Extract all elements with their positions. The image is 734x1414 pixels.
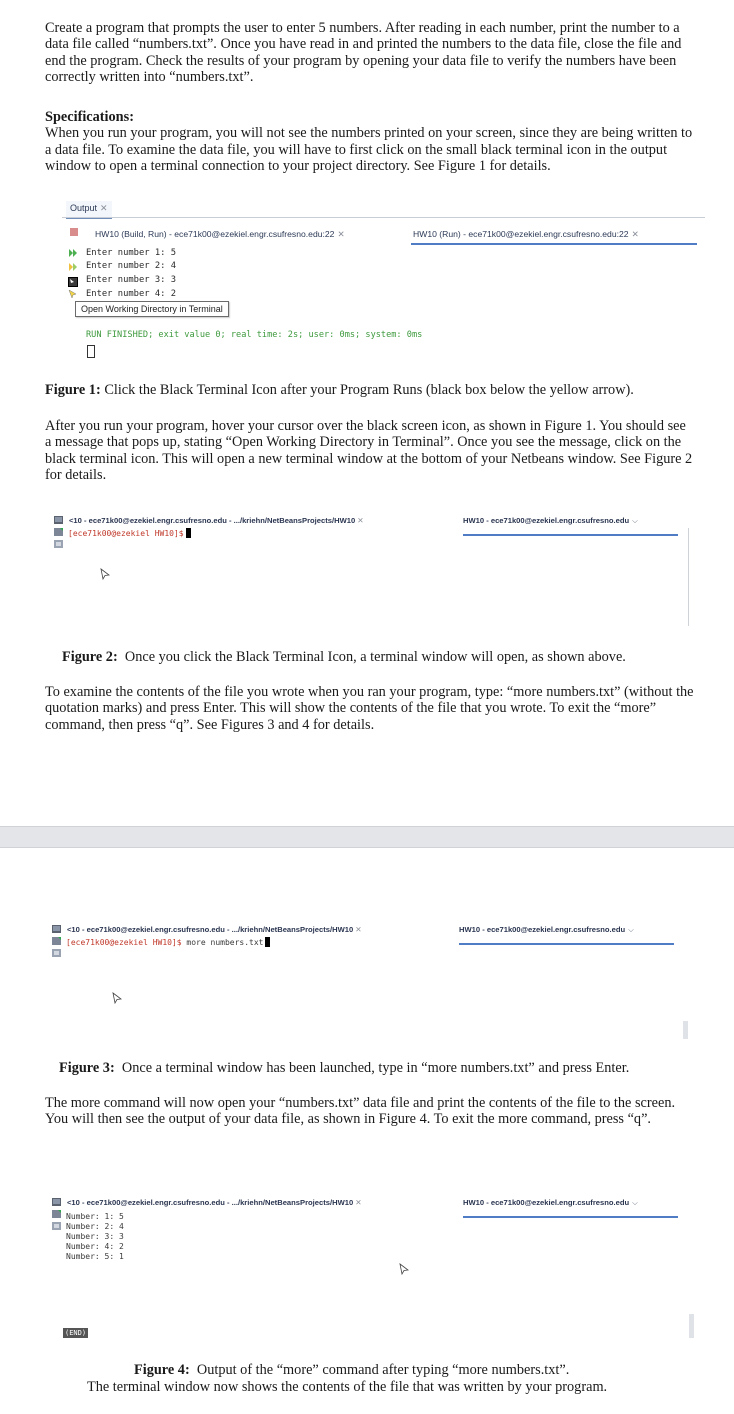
terminal-command-line: [ece71k00@ezekiel HW10]$ more numbers.txt: [66, 937, 270, 947]
output-line: Enter number 2: 4: [86, 261, 177, 271]
terminal-tab-hw10[interactable]: HW10 - ece71k00@ezekiel.engr.csufresno.edu ⌵: [463, 516, 638, 525]
new-tab-icon[interactable]: [54, 528, 63, 536]
chevron-down-icon[interactable]: ⌵: [628, 925, 634, 934]
paragraph-after-figure-1: After you run your program, hover your cursor over the black screen icon, as shown in Figure 1. You should see a message that pops up, stating “Open Working Directory in Terminal”. Once you see the message, click on the black terminal icon. This will open a new terminal window at the bottom of your Netbeans window. See Figure 2 for details.: [45, 418, 693, 484]
mouse-pointer-icon: [100, 568, 110, 580]
figure-2-terminal[interactable]: [51, 514, 691, 626]
output-tab[interactable]: Output ✕: [66, 201, 112, 219]
paragraph-after-figure-3: The more command will now open your “numbers.txt” data file and print the contents of the file to the screen. You will then see the output of your data file, as shown in Figure 4. To exit the more command, press “q”.: [45, 1095, 676, 1128]
run-finished-message: RUN FINISHED; exit value 0; real time: 2s; user: 0ms; system: 0ms: [86, 330, 423, 340]
specifications-heading: Specifications:: [45, 109, 134, 125]
end-marker: (END): [65, 1329, 87, 1337]
run-tab-run[interactable]: HW10 (Run) - ece71k00@ezekiel.engr.csufresno.edu:22 ✕: [413, 229, 639, 239]
rerun-icon[interactable]: [68, 248, 78, 258]
terminal-prompt-line: [ece71k00@ezekiel HW10]$: [68, 528, 191, 538]
output-line: Number: 3: 3: [66, 1232, 124, 1241]
figure-2-caption: Figure 2: Once you click the Black Terminal Icon, a terminal window will open, as shown above.: [62, 649, 626, 665]
new-tab-icon[interactable]: [52, 937, 61, 945]
intro-paragraph: Create a program that prompts the user to enter 5 numbers. After reading in each number, print the number to a data file called “numbers.txt”. Once you have read in and printed the numbers to the data file, close the file and end the program. Check the results of your program by opening your data file to verify the numbers have been correctly written into “numbers.txt”.: [45, 20, 682, 86]
close-icon[interactable]: ✕: [355, 1198, 362, 1207]
terminal-icon[interactable]: [52, 925, 61, 933]
disconnect-icon[interactable]: [54, 540, 63, 548]
output-line: Number: 4: 2: [66, 1242, 124, 1251]
close-icon[interactable]: ✕: [100, 203, 108, 213]
terminal-tab-active[interactable]: <10 - ece71k00@ezekiel.engr.csufresno.edu - .../kriehn/NetBeansProjects/HW10 ✕: [67, 925, 362, 934]
tooltip: Open Working Directory in Terminal: [75, 301, 229, 317]
paragraph-after-figure-2: To examine the contents of the file you wrote when you ran your program, type: “more numbers.txt” (without the quotation marks) and press Enter. This will show the contents of the file that you wrote. To exit the “more” command, then press “q”. See Figures 3 and 4 for details.: [45, 684, 694, 733]
yellow-arrow-cursor-icon: [68, 289, 78, 299]
specifications-text: When you run your program, you will not see the numbers printed on your screen, since they are being written to a data file. To examine the data file, you will have to first click on the small black terminal icon in the output window to open a terminal connection to your project directory. See Figure 1 for details.: [45, 125, 693, 175]
output-line: Enter number 3: 3: [86, 275, 177, 285]
close-icon[interactable]: ✕: [337, 229, 345, 239]
terminal-icon[interactable]: [68, 277, 78, 287]
output-line: Number: 5: 1: [66, 1252, 124, 1261]
terminal-icon[interactable]: [54, 516, 63, 524]
figure-1-output-window: [62, 201, 705, 361]
figure-3-caption: Figure 3: Once a terminal window has been launched, type in “more numbers.txt” and press Enter.: [59, 1060, 630, 1076]
output-line: Number: 1: 5: [66, 1212, 124, 1221]
figure-4-caption-line-2: The terminal window now shows the contents of the file that was written by your program.: [87, 1379, 608, 1395]
figure-1-caption: Figure 1: Click the Black Terminal Icon after your Program Runs (black box below the yellow arrow).: [45, 382, 634, 398]
output-line: Enter number 1: 5: [86, 248, 177, 258]
text-cursor: [87, 345, 95, 358]
terminal-tab-active[interactable]: <10 - ece71k00@ezekiel.engr.csufresno.edu - .../kriehn/NetBeansProjects/HW10 ✕: [69, 516, 364, 525]
scrollbar[interactable]: [689, 1314, 694, 1338]
chevron-down-icon[interactable]: ⌵: [632, 1198, 638, 1207]
output-line: Enter number 4: 2: [86, 289, 177, 299]
close-icon[interactable]: ✕: [357, 516, 364, 525]
figure-4-terminal[interactable]: [49, 1196, 694, 1340]
figure-3-terminal[interactable]: [49, 923, 691, 1039]
output-line: Number: 2: 4: [66, 1222, 124, 1231]
terminal-tab-active[interactable]: <10 - ece71k00@ezekiel.engr.csufresno.edu - .../kriehn/NetBeansProjects/HW10 ✕: [67, 1198, 362, 1207]
terminal-tab-hw10[interactable]: HW10 - ece71k00@ezekiel.engr.csufresno.edu ⌵: [459, 925, 634, 934]
terminal-icon[interactable]: [52, 1198, 61, 1206]
rerun-with-args-icon[interactable]: [68, 262, 78, 272]
run-tab-build[interactable]: HW10 (Build, Run) - ece71k00@ezekiel.engr.csufresno.edu:22 ✕: [95, 229, 345, 239]
close-icon[interactable]: ✕: [631, 229, 639, 239]
figure-4-caption: Figure 4: Output of the “more” command after typing “more numbers.txt”.: [134, 1362, 570, 1378]
disconnect-icon[interactable]: [52, 1222, 61, 1230]
disconnect-icon[interactable]: [52, 949, 61, 957]
mouse-pointer-icon: [112, 992, 122, 1004]
close-icon[interactable]: ✕: [355, 925, 362, 934]
scrollbar[interactable]: [683, 1021, 688, 1039]
chevron-down-icon[interactable]: ⌵: [632, 516, 638, 525]
terminal-tab-hw10[interactable]: HW10 - ece71k00@ezekiel.engr.csufresno.edu ⌵: [463, 1198, 638, 1207]
mouse-pointer-icon: [399, 1263, 409, 1275]
new-tab-icon[interactable]: [52, 1210, 61, 1218]
page-break-band: [0, 826, 734, 848]
stop-icon[interactable]: [69, 227, 79, 237]
specifications-section: [45, 109, 695, 175]
